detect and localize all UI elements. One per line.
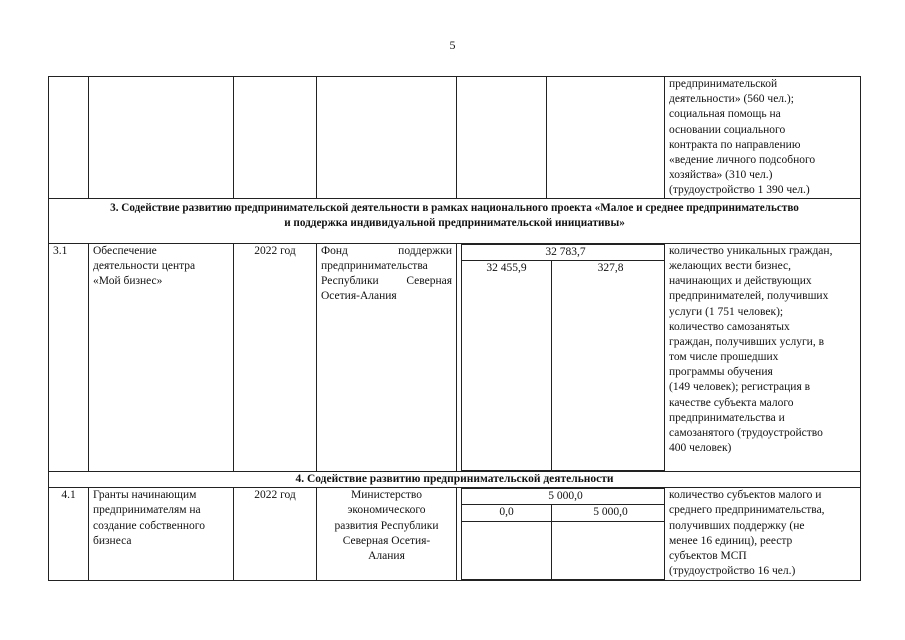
name-line: предпринимателям на <box>93 504 201 517</box>
result-line: (трудоустройство 1 390 чел.) <box>669 184 810 197</box>
result-line: качестве субъекта малого <box>669 396 794 409</box>
program-table <box>48 76 861 581</box>
result-line: самозанятого (трудоустройство <box>669 427 823 439</box>
executor-line: экономического <box>347 504 426 517</box>
row-executor <box>317 488 457 580</box>
name-line: бизнеса <box>93 534 132 547</box>
row-result <box>665 488 861 580</box>
cell-empty <box>49 77 89 199</box>
result-line: (трудоустройство 16 чел.) <box>669 565 796 578</box>
section-4-header <box>49 472 861 488</box>
financing-budget-b: 5 000,0 <box>552 505 665 521</box>
executor-word: Фонд <box>321 244 348 257</box>
page-number: 5 <box>449 38 456 52</box>
executor-line: Республики Северная <box>321 275 452 288</box>
result-line: основании социального <box>669 123 786 136</box>
result-line: предпринимателей, получивших <box>669 290 829 303</box>
result-line: граждан, получивших услуги, в <box>669 335 825 348</box>
financing-subtable <box>461 244 665 471</box>
result-line: программы обучения <box>669 366 773 379</box>
section-3-title-line1: 3. Содействие развитию предпринимательской деятельности в рамках национального проекта «Малое и среднее предпринимательство <box>110 202 799 215</box>
row-name <box>89 243 234 471</box>
result-line: предпринимательской <box>669 78 778 90</box>
name-line: деятельности центра <box>93 260 196 273</box>
name-line: создание собственного <box>93 519 205 532</box>
result-line: «ведение личного подсобного <box>669 153 816 166</box>
row-name <box>89 488 234 580</box>
section-3-header <box>49 199 861 244</box>
cell-empty <box>547 77 665 199</box>
result-line: деятельности» (560 чел.); <box>669 93 794 106</box>
name-line: Обеспечение <box>93 244 157 257</box>
result-line: контракта по направлению <box>669 138 801 151</box>
row-executor <box>317 243 457 471</box>
continuation-row <box>49 77 861 199</box>
table-row-3-1 <box>49 243 861 471</box>
section-3-title-line2: и поддержка индивидуальной предпринимательской инициативы» <box>284 217 625 230</box>
result-line: среднего предпринимательства, <box>669 504 825 517</box>
financing-budget-b: 327,8 <box>552 261 665 471</box>
executor-line: Северная Осетия- <box>342 534 431 547</box>
financing-budget-a: 32 455,9 <box>462 261 552 471</box>
financing-empty <box>552 521 665 579</box>
result-line: получивших поддержку (не <box>669 519 805 532</box>
name-line: «Мой бизнес» <box>93 275 163 288</box>
row-financing <box>457 488 665 580</box>
name-line: Гранты начинающим <box>93 489 197 502</box>
result-line: 400 человек) <box>669 442 732 455</box>
row-financing <box>457 243 665 471</box>
cell-empty <box>317 77 457 199</box>
cell-empty <box>457 77 547 199</box>
result-line: услуги (1 751 человек); <box>669 305 784 318</box>
financing-total: 5 000,0 <box>462 489 665 505</box>
result-line: предпринимательства и <box>669 411 785 424</box>
continuation-result <box>665 77 861 199</box>
result-line: менее 16 единиц), реестр <box>669 534 793 547</box>
section-4-title: 4. Содействие развитию предпринимательской деятельности <box>49 472 861 488</box>
result-line: начинающих и действующих <box>669 275 812 288</box>
executor-line: Алания <box>368 549 405 562</box>
result-line: том числе прошедших <box>669 351 779 364</box>
result-line: хозяйства» (310 чел.) <box>669 169 773 182</box>
result-line: количество уникальных граждан, <box>669 244 833 257</box>
result-line: субъектов МСП <box>669 549 747 562</box>
row-number: 4.1 <box>49 488 89 580</box>
result-line: количество самозанятых <box>669 320 790 333</box>
row-year: 2022 год <box>234 243 317 471</box>
result-line: (149 человек); регистрация в <box>669 381 811 394</box>
row-result <box>665 243 861 471</box>
cell-empty <box>89 77 234 199</box>
executor-line: Министерство <box>351 489 422 502</box>
cell-empty <box>234 77 317 199</box>
table-row-4-1 <box>49 488 861 580</box>
executor-line: Осетия-Алания <box>321 290 397 303</box>
executor-word: поддержки <box>398 244 452 257</box>
financing-subtable <box>461 488 665 579</box>
executor-first-line <box>321 244 452 259</box>
result-line: количество субъектов малого и <box>669 489 822 502</box>
executor-line: развития Республики <box>334 519 439 532</box>
financing-total: 32 783,7 <box>462 244 665 260</box>
row-year: 2022 год <box>234 488 317 580</box>
row-number: 3.1 <box>49 243 89 471</box>
financing-budget-a: 0,0 <box>462 505 552 521</box>
result-line: социальная помощь на <box>669 108 781 121</box>
section-3-title <box>49 199 861 244</box>
result-line: желающих вести бизнес, <box>669 260 791 273</box>
financing-empty <box>462 521 552 579</box>
executor-line: предпринимательства <box>321 260 428 273</box>
